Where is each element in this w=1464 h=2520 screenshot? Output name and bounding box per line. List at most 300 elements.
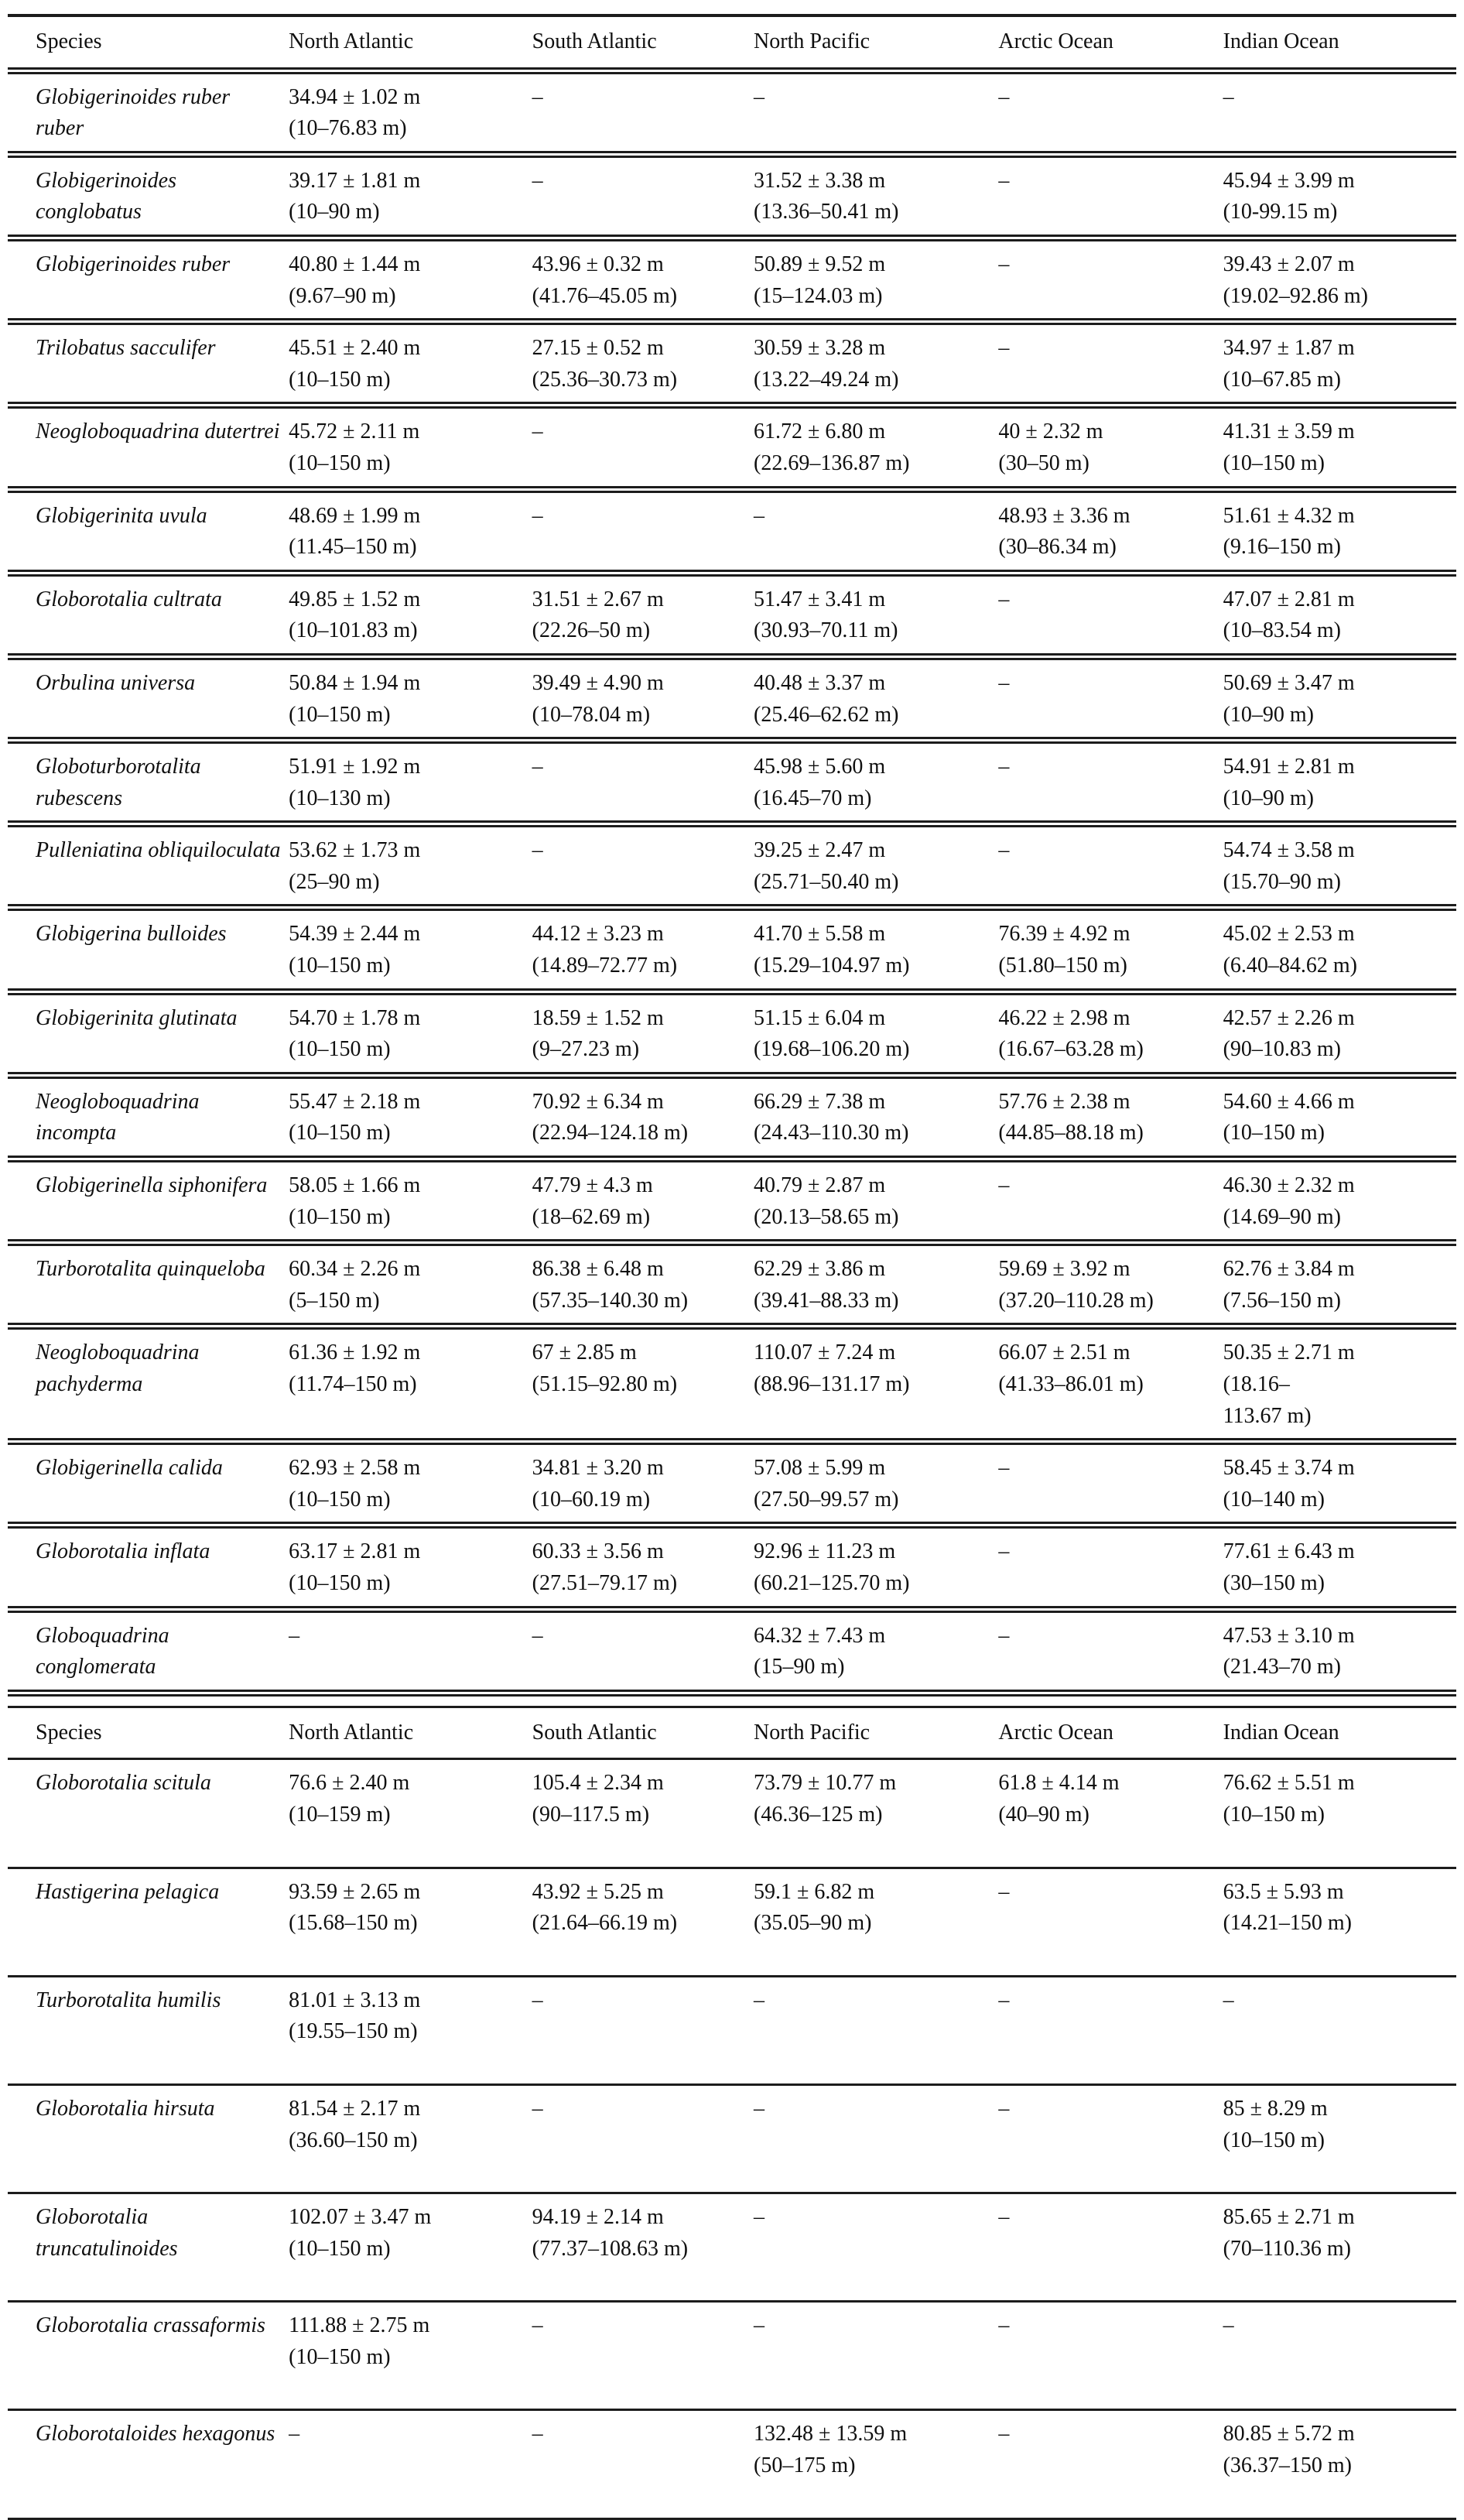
cell-line: (10–130 m) xyxy=(289,786,391,810)
depth-value-cell xyxy=(754,1609,998,1693)
cell-line: (14.21–150 m) xyxy=(1223,1911,1352,1936)
table-row xyxy=(8,2084,1456,2193)
species-name: Globorotalia inflata xyxy=(36,1539,210,1564)
species-name: Globigerina bulloides xyxy=(36,922,227,947)
table-row xyxy=(8,1759,1456,1868)
species-name: Neogloboquadrina incompta xyxy=(36,1089,200,1145)
cell-line: – xyxy=(754,2096,765,2121)
cell-line: – xyxy=(998,1623,1010,1648)
depth-value-cell xyxy=(1223,824,1456,908)
table-row xyxy=(8,1525,1456,1609)
cell-line: 94.19 ± 2.14 m xyxy=(532,2205,664,2230)
cell-line: 39.25 ± 2.47 m xyxy=(754,838,886,863)
cell-line: (10–150 m) xyxy=(289,2344,391,2369)
cell-line: – xyxy=(532,755,543,779)
cell-line: (30–50 m) xyxy=(998,450,1089,475)
cell-line: 66.07 ± 2.51 m xyxy=(998,1340,1130,1365)
depth-value-cell xyxy=(532,2193,754,2302)
species-name: Orbulina universa xyxy=(36,670,196,695)
species-name: Globigerinita glutinata xyxy=(36,1005,238,1030)
cell-line: 58.45 ± 3.74 m xyxy=(1223,1456,1355,1481)
cell-line: – xyxy=(998,670,1010,695)
cell-line: – xyxy=(532,838,543,863)
table-row xyxy=(8,991,1456,1075)
depth-value-cell xyxy=(1223,489,1456,573)
column-header-ocean: South Atlantic xyxy=(532,29,657,53)
depth-value-cell xyxy=(998,2193,1223,2302)
cell-line: – xyxy=(754,1988,765,2012)
depth-value-cell xyxy=(1223,1327,1456,1442)
cell-line: (10–83.54 m) xyxy=(1223,618,1341,643)
depth-value-cell xyxy=(998,322,1223,406)
cell-line: 77.61 ± 6.43 m xyxy=(1223,1539,1355,1564)
depth-value-cell xyxy=(754,2410,998,2518)
cell-line: – xyxy=(532,168,543,193)
column-header-ocean: South Atlantic xyxy=(532,1720,657,1744)
depth-value-cell xyxy=(754,2193,998,2302)
cell-line: 105.4 ± 2.34 m xyxy=(532,1771,664,1796)
cell-line: 47.79 ± 4.3 m xyxy=(532,1173,653,1198)
cell-line: 62.93 ± 2.58 m xyxy=(289,1456,421,1481)
cell-line: 57.08 ± 5.99 m xyxy=(754,1456,886,1481)
cell-line: (10–150 m) xyxy=(289,1037,391,1062)
depth-value-cell xyxy=(289,489,532,573)
table-row xyxy=(8,656,1456,740)
cell-line: (21.64–66.19 m) xyxy=(532,1911,678,1936)
depth-value-cell xyxy=(532,238,754,321)
depth-value-cell xyxy=(998,1609,1223,1693)
table-row xyxy=(8,1243,1456,1327)
cell-line: (10–76.83 m) xyxy=(289,116,407,141)
table-row xyxy=(8,2410,1456,2518)
table-row xyxy=(8,1868,1456,1976)
column-header-species: Species xyxy=(36,1720,102,1744)
cell-line: (10–140 m) xyxy=(1223,1487,1325,1512)
cell-line: (60.21–125.70 m) xyxy=(754,1570,910,1595)
species-depth-table-upper xyxy=(8,14,1456,1697)
cell-line: 53.62 ± 1.73 m xyxy=(289,838,421,863)
cell-line: 41.70 ± 5.58 m xyxy=(754,922,886,947)
cell-line: 50.89 ± 9.52 m xyxy=(754,252,886,276)
cell-line: 51.47 ± 3.41 m xyxy=(754,587,886,611)
cell-line: – xyxy=(998,1173,1010,1198)
column-header-species: Species xyxy=(36,29,102,53)
cell-line: (14.89–72.77 m) xyxy=(532,954,678,978)
cell-line: 55.47 ± 2.18 m xyxy=(289,1089,421,1114)
cell-line: 46.22 ± 2.98 m xyxy=(998,1005,1130,1030)
cell-line: (25.36–30.73 m) xyxy=(532,367,678,392)
depth-value-cell xyxy=(754,1327,998,1442)
cell-line: (30–86.34 m) xyxy=(998,535,1117,560)
cell-line: 132.48 ± 13.59 m xyxy=(754,2422,908,2446)
table-row xyxy=(8,1327,1456,1442)
table-row xyxy=(8,741,1456,824)
species-name: Pulleniatina obliquiloculata xyxy=(36,838,281,863)
depth-value-cell xyxy=(754,1525,998,1609)
cell-line: 45.98 ± 5.60 m xyxy=(754,755,886,779)
cell-line: (51.15–92.80 m) xyxy=(532,1372,678,1396)
table-row xyxy=(8,1075,1456,1159)
depth-value-cell xyxy=(998,741,1223,824)
depth-value-cell xyxy=(1223,1159,1456,1243)
table-row xyxy=(8,2193,1456,2302)
depth-value-cell xyxy=(998,2302,1223,2410)
column-header-ocean: North Atlantic xyxy=(289,29,414,53)
depth-value-cell xyxy=(289,154,532,238)
depth-value-cell xyxy=(532,70,754,154)
species-name: Globoquadrina conglomerata xyxy=(36,1623,169,1679)
depth-value-cell xyxy=(532,1868,754,1976)
cell-line: (90–117.5 m) xyxy=(532,1802,650,1827)
cell-line: 62.76 ± 3.84 m xyxy=(1223,1257,1355,1282)
cell-line: 43.92 ± 5.25 m xyxy=(532,1879,664,1904)
depth-value-cell xyxy=(532,1976,754,2084)
cell-line: (10–90 m) xyxy=(1223,786,1314,810)
cell-line: 50.69 ± 3.47 m xyxy=(1223,670,1355,695)
depth-value-cell xyxy=(998,154,1223,238)
depth-value-cell xyxy=(532,406,754,489)
depth-value-cell xyxy=(532,1159,754,1243)
depth-value-cell xyxy=(289,1327,532,1442)
cell-line: (10–60.19 m) xyxy=(532,1487,651,1512)
depth-value-cell xyxy=(289,573,532,656)
cell-line: – xyxy=(998,838,1010,863)
depth-value-cell xyxy=(532,991,754,1075)
cell-line: 46.30 ± 2.32 m xyxy=(1223,1173,1355,1198)
cell-line: (9–27.23 m) xyxy=(532,1037,640,1062)
depth-value-cell xyxy=(532,1243,754,1327)
cell-line: (19.68–106.20 m) xyxy=(754,1037,910,1062)
cell-line: 18.59 ± 1.52 m xyxy=(532,1005,664,1030)
table-row xyxy=(8,1609,1456,1693)
depth-value-cell xyxy=(1223,322,1456,406)
cell-line: (6.40–84.62 m) xyxy=(1223,954,1357,978)
depth-value-cell xyxy=(1223,991,1456,1075)
depth-value-cell xyxy=(1223,908,1456,991)
depth-value-cell xyxy=(1223,1759,1456,1868)
depth-value-cell xyxy=(289,1243,532,1327)
cell-line: 62.29 ± 3.86 m xyxy=(754,1257,886,1282)
depth-value-cell xyxy=(289,238,532,321)
cell-line: (10–101.83 m) xyxy=(289,618,418,643)
cell-line: (36.37–150 m) xyxy=(1223,2453,1352,2478)
table-row xyxy=(8,238,1456,321)
cell-line: (90–10.83 m) xyxy=(1223,1037,1341,1062)
cell-line: 51.15 ± 6.04 m xyxy=(754,1005,886,1030)
cell-line: 76.39 ± 4.92 m xyxy=(998,922,1130,947)
cell-line: (36.60–150 m) xyxy=(289,2128,418,2152)
depth-value-cell xyxy=(754,2084,998,2193)
cell-line: 54.91 ± 2.81 m xyxy=(1223,755,1355,779)
depth-value-cell xyxy=(289,1609,532,1693)
cell-line: – xyxy=(998,755,1010,779)
depth-value-cell xyxy=(289,1759,532,1868)
cell-line: 76.6 ± 2.40 m xyxy=(289,1771,410,1796)
cell-line: – xyxy=(532,503,543,528)
depth-value-cell xyxy=(754,991,998,1075)
table-row xyxy=(8,406,1456,489)
depth-value-cell xyxy=(1223,573,1456,656)
cell-line: 63.17 ± 2.81 m xyxy=(289,1539,421,1564)
species-name: Globigerinita uvula xyxy=(36,503,207,528)
cell-line: 40 ± 2.32 m xyxy=(998,419,1103,444)
cell-line: (18–62.69 m) xyxy=(532,1204,651,1229)
depth-value-cell xyxy=(289,406,532,489)
cell-line: – xyxy=(289,1623,300,1648)
cell-line: 39.43 ± 2.07 m xyxy=(1223,252,1355,276)
cell-line: 66.29 ± 7.38 m xyxy=(754,1089,886,1114)
depth-value-cell xyxy=(754,322,998,406)
cell-line: – xyxy=(532,2313,543,2338)
cell-line: 113.67 m) xyxy=(1223,1403,1312,1428)
cell-line: (22.26–50 m) xyxy=(532,618,651,643)
depth-value-cell xyxy=(532,2084,754,2193)
cell-line: – xyxy=(1223,2313,1234,2338)
depth-value-cell xyxy=(754,1159,998,1243)
depth-value-cell xyxy=(754,908,998,991)
species-name: Globorotalia hirsuta xyxy=(36,2096,215,2121)
cell-line: 41.31 ± 3.59 m xyxy=(1223,419,1355,444)
table-row xyxy=(8,1159,1456,1243)
depth-value-cell xyxy=(289,1442,532,1525)
depth-value-cell xyxy=(998,1159,1223,1243)
cell-line: (10–150 m) xyxy=(289,954,391,978)
depth-value-cell xyxy=(1223,154,1456,238)
depth-value-cell xyxy=(1223,2193,1456,2302)
depth-value-cell xyxy=(754,1759,998,1868)
cell-line: – xyxy=(754,503,765,528)
cell-line: (46.36–125 m) xyxy=(754,1802,883,1827)
cell-line: (25.46–62.62 m) xyxy=(754,702,899,727)
cell-line: (10–150 m) xyxy=(1223,1802,1325,1827)
cell-line: (40–90 m) xyxy=(998,1802,1089,1827)
cell-line: (35.05–90 m) xyxy=(754,1911,872,1936)
column-header-ocean: Arctic Ocean xyxy=(998,1720,1113,1744)
cell-line: 45.94 ± 3.99 m xyxy=(1223,168,1355,193)
depth-value-cell xyxy=(754,656,998,740)
cell-line: 70.92 ± 6.34 m xyxy=(532,1089,664,1114)
cell-line: (41.76–45.05 m) xyxy=(532,283,678,308)
cell-line: 57.76 ± 2.38 m xyxy=(998,1089,1130,1114)
cell-line: (10–90 m) xyxy=(289,200,380,224)
cell-line: (88.96–131.17 m) xyxy=(754,1372,910,1396)
depth-value-cell xyxy=(532,1075,754,1159)
depth-value-cell xyxy=(1223,1609,1456,1693)
species-name: Globorotalia truncatulinoides xyxy=(36,2205,178,2261)
cell-line: (7.56–150 m) xyxy=(1223,1288,1341,1313)
cell-line: – xyxy=(754,2205,765,2230)
cell-line: 81.54 ± 2.17 m xyxy=(289,2096,421,2121)
cell-line: (10–150 m) xyxy=(289,450,391,475)
cell-line: (11.74–150 m) xyxy=(289,1372,417,1396)
cell-line: (10–90 m) xyxy=(1223,702,1314,727)
depth-value-cell xyxy=(532,489,754,573)
cell-line: 92.96 ± 11.23 m xyxy=(754,1539,896,1564)
cell-line: – xyxy=(754,84,765,109)
table-header xyxy=(8,1707,1456,1759)
cell-line: 54.74 ± 3.58 m xyxy=(1223,838,1355,863)
cell-line: (15–124.03 m) xyxy=(754,283,883,308)
depth-value-cell xyxy=(1223,656,1456,740)
depth-value-cell xyxy=(532,1327,754,1442)
cell-line: 58.05 ± 1.66 m xyxy=(289,1173,421,1198)
cell-line: 48.69 ± 1.99 m xyxy=(289,503,421,528)
cell-line: (50–175 m) xyxy=(754,2453,856,2478)
cell-line: (10–150 m) xyxy=(289,1204,391,1229)
cell-line: (30–150 m) xyxy=(1223,1570,1325,1595)
cell-line: 39.17 ± 1.81 m xyxy=(289,168,421,193)
depth-value-cell xyxy=(754,70,998,154)
cell-line: (27.50–99.57 m) xyxy=(754,1487,899,1512)
species-name: Globigerinella siphonifera xyxy=(36,1173,268,1198)
depth-value-cell xyxy=(289,991,532,1075)
cell-line: – xyxy=(1223,1988,1234,2012)
cell-line: (44.85–88.18 m) xyxy=(998,1121,1144,1145)
cell-line: – xyxy=(532,419,543,444)
cell-line: 43.96 ± 0.32 m xyxy=(532,252,664,276)
cell-line: (13.22–49.24 m) xyxy=(754,367,899,392)
depth-value-cell xyxy=(532,908,754,991)
depth-value-cell xyxy=(998,656,1223,740)
cell-line: 40.48 ± 3.37 m xyxy=(754,670,886,695)
cell-line: 59.69 ± 3.92 m xyxy=(998,1257,1130,1282)
species-name: Globorotaloides hexagonus xyxy=(36,2422,275,2446)
depth-value-cell xyxy=(998,1759,1223,1868)
cell-line: – xyxy=(998,2205,1010,2230)
species-name: Neogloboquadrina pachyderma xyxy=(36,1340,200,1396)
depth-value-cell xyxy=(289,2302,532,2410)
cell-line: 111.88 ± 2.75 m xyxy=(289,2313,430,2338)
cell-line: – xyxy=(998,2096,1010,2121)
column-header-ocean: Indian Ocean xyxy=(1223,29,1339,53)
cell-line: (15.68–150 m) xyxy=(289,1911,418,1936)
depth-value-cell xyxy=(998,991,1223,1075)
cell-line: 31.51 ± 2.67 m xyxy=(532,587,664,611)
cell-line: (10–159 m) xyxy=(289,1802,391,1827)
cell-line: 51.91 ± 1.92 m xyxy=(289,755,421,779)
depth-value-cell xyxy=(998,2084,1223,2193)
cell-line: (21.43–70 m) xyxy=(1223,1655,1341,1679)
cell-line: 40.80 ± 1.44 m xyxy=(289,252,421,276)
cell-line: (10–150 m) xyxy=(289,1570,391,1595)
cell-line: – xyxy=(532,2096,543,2121)
depth-value-cell xyxy=(998,1243,1223,1327)
cell-line: (25.71–50.40 m) xyxy=(754,869,899,894)
species-name: Trilobatus sacculifer xyxy=(36,336,216,361)
cell-line: 73.79 ± 10.77 m xyxy=(754,1771,897,1796)
depth-value-cell xyxy=(998,1868,1223,1976)
cell-line: – xyxy=(1223,84,1234,109)
cell-line: (15.70–90 m) xyxy=(1223,869,1341,894)
table-row xyxy=(8,1976,1456,2084)
cell-line: 47.07 ± 2.81 m xyxy=(1223,587,1355,611)
cell-line: (10–150 m) xyxy=(289,2236,391,2261)
depth-value-cell xyxy=(1223,1525,1456,1609)
depth-value-cell xyxy=(532,154,754,238)
cell-line: (57.35–140.30 m) xyxy=(532,1288,689,1313)
depth-value-cell xyxy=(289,824,532,908)
cell-line: – xyxy=(289,2422,300,2446)
cell-line: (10–150 m) xyxy=(1223,1121,1325,1145)
cell-line: – xyxy=(998,1456,1010,1481)
depth-value-cell xyxy=(1223,2084,1456,2193)
cell-line: 64.32 ± 7.43 m xyxy=(754,1623,886,1648)
cell-line: 42.57 ± 2.26 m xyxy=(1223,1005,1355,1030)
depth-value-cell xyxy=(532,322,754,406)
depth-value-cell xyxy=(289,656,532,740)
cell-line: (10–78.04 m) xyxy=(532,702,651,727)
depth-value-cell xyxy=(754,1976,998,2084)
species-name: Globorotalia cultrata xyxy=(36,587,222,611)
column-header-ocean: North Pacific xyxy=(754,1720,871,1744)
depth-value-cell xyxy=(289,1159,532,1243)
cell-line: (15.29–104.97 m) xyxy=(754,954,910,978)
cell-line: – xyxy=(532,1623,543,1648)
depth-value-cell xyxy=(998,908,1223,991)
species-depth-table-lower xyxy=(8,1706,1456,2520)
cell-line: (19.02–92.86 m) xyxy=(1223,283,1368,308)
depth-value-cell xyxy=(754,406,998,489)
cell-line: 80.85 ± 5.72 m xyxy=(1223,2422,1355,2446)
species-name: Turborotalita quinqueloba xyxy=(36,1257,265,1282)
cell-line: – xyxy=(998,252,1010,276)
cell-line: – xyxy=(998,2313,1010,2338)
depth-value-cell xyxy=(289,70,532,154)
cell-line: 54.70 ± 1.78 m xyxy=(289,1005,421,1030)
cell-line: (37.20–110.28 m) xyxy=(998,1288,1154,1313)
depth-value-cell xyxy=(289,1075,532,1159)
cell-line: (10–150 m) xyxy=(289,367,391,392)
species-name: Globigerinoides ruber xyxy=(36,252,231,276)
column-header-ocean: Indian Ocean xyxy=(1223,1720,1339,1744)
depth-value-cell xyxy=(289,1976,532,2084)
cell-line: – xyxy=(998,587,1010,611)
depth-value-cell xyxy=(998,1525,1223,1609)
cell-line: (10-99.15 m) xyxy=(1223,200,1338,224)
cell-line: 63.5 ± 5.93 m xyxy=(1223,1879,1344,1904)
depth-value-cell xyxy=(998,573,1223,656)
cell-line: (16.67–63.28 m) xyxy=(998,1037,1144,1062)
depth-value-cell xyxy=(532,1442,754,1525)
cell-line: 86.38 ± 6.48 m xyxy=(532,1257,664,1282)
species-name: Globigerinoides conglobatus xyxy=(36,168,176,224)
cell-line: 54.39 ± 2.44 m xyxy=(289,922,421,947)
depth-value-cell xyxy=(1223,1243,1456,1327)
depth-value-cell xyxy=(532,656,754,740)
cell-line: 54.60 ± 4.66 m xyxy=(1223,1089,1355,1114)
species-name: Globigerinella calida xyxy=(36,1456,223,1481)
cell-line: 61.8 ± 4.14 m xyxy=(998,1771,1120,1796)
cell-line: (39.41–88.33 m) xyxy=(754,1288,899,1313)
cell-line: 45.02 ± 2.53 m xyxy=(1223,922,1355,947)
species-name: Turborotalita humilis xyxy=(36,1988,221,2012)
cell-line: 30.59 ± 3.28 m xyxy=(754,336,886,361)
cell-line: (25–90 m) xyxy=(289,869,380,894)
table-row xyxy=(8,70,1456,154)
depth-value-cell xyxy=(998,1075,1223,1159)
cell-line: 102.07 ± 3.47 m xyxy=(289,2205,432,2230)
table-row xyxy=(8,2302,1456,2410)
species-name: Globoturborotalita rubescens xyxy=(36,755,201,810)
cell-line: 31.52 ± 3.38 m xyxy=(754,168,886,193)
depth-value-cell xyxy=(1223,741,1456,824)
cell-line: (30.93–70.11 m) xyxy=(754,618,898,643)
table-row xyxy=(8,154,1456,238)
cell-line: (10–150 m) xyxy=(289,702,391,727)
cell-line: (9.67–90 m) xyxy=(289,283,396,308)
cell-line: 44.12 ± 3.23 m xyxy=(532,922,664,947)
depth-value-cell xyxy=(532,824,754,908)
